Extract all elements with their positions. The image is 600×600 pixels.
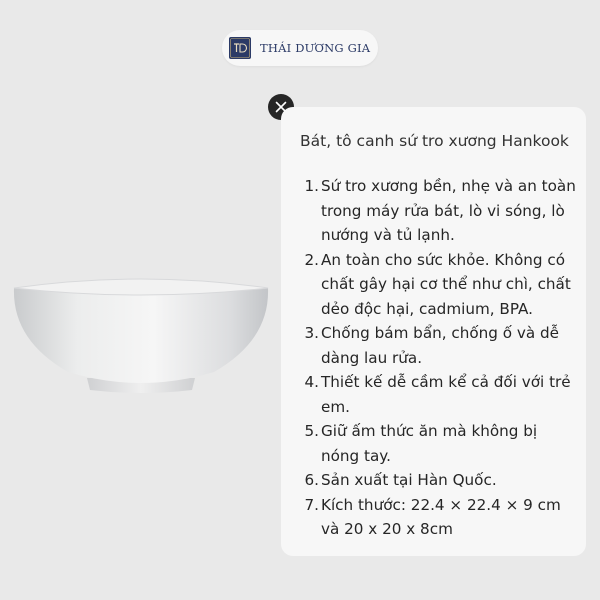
product-info-panel xyxy=(281,107,586,556)
list-item xyxy=(295,321,579,370)
feature-number: 5. xyxy=(304,422,319,440)
feature-list xyxy=(295,174,579,542)
product-title: Bát, tô canh sứ tro xương Hankook xyxy=(300,132,569,150)
feature-number: 3. xyxy=(304,324,319,342)
feature-number: 7. xyxy=(304,495,319,514)
tdg-monogram-icon xyxy=(229,37,251,59)
list-item xyxy=(295,174,579,248)
brand-name: THÁI DƯƠNG GIA xyxy=(260,41,371,55)
feature-text: Sứ tro xương bền, nhẹ và an toàn trong máy rửa bát, lò vi sóng, lò nướng và tủ lạnh. xyxy=(321,177,576,244)
list-item xyxy=(295,419,579,468)
list-item xyxy=(295,493,579,542)
list-item xyxy=(295,370,579,419)
feature-number: 2. xyxy=(304,250,319,269)
feature-number: 6. xyxy=(304,471,319,489)
feature-text: Giữ ấm thức ăn mà không bị nóng tay. xyxy=(321,422,538,465)
list-item xyxy=(295,248,579,322)
feature-text: Sản xuất tại Hàn Quốc. xyxy=(321,471,497,489)
feature-number: 1. xyxy=(304,177,319,195)
feature-text: An toàn cho sức khỏe. Không có chất gây hại cơ thể như chì, chất dẻo độc hại, cadmium, BPA. xyxy=(321,250,571,318)
feature-number: 4. xyxy=(304,373,319,391)
brand-badge xyxy=(222,30,378,66)
feature-text: Thiết kế dễ cầm kể cả đối với trẻ em. xyxy=(321,373,571,416)
feature-text: Chống bám bẩn, chống ố và dễ dàng lau rửa. xyxy=(321,324,560,367)
feature-text: Kích thước: 22.4 × 22.4 × 9 cm và 20 x 20 x 8cm xyxy=(321,495,561,538)
list-item xyxy=(295,468,579,493)
white-porcelain-bowl xyxy=(8,268,274,398)
